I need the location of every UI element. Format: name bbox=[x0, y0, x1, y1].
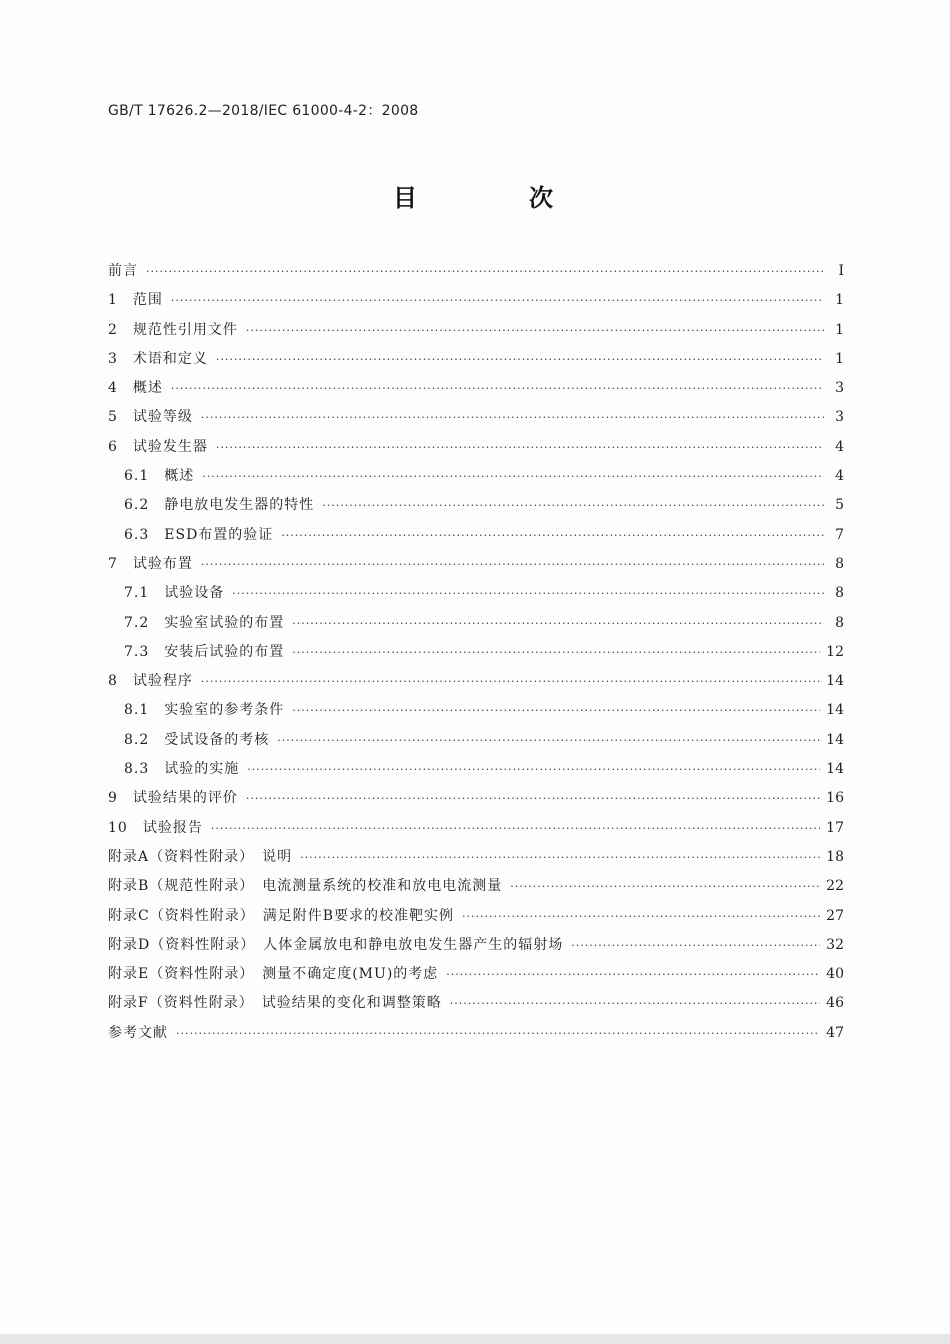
toc-entry[interactable] bbox=[108, 403, 844, 432]
toc-page-number: 12 bbox=[826, 643, 844, 660]
toc-entry[interactable] bbox=[108, 579, 844, 608]
toc-entry-label: 附录B（规范性附录） 电流测量系统的校准和放电电流测量 bbox=[108, 878, 503, 895]
toc-page-number: 3 bbox=[835, 409, 844, 426]
toc-dot-leader bbox=[292, 696, 820, 725]
toc-page-number: 3 bbox=[835, 380, 844, 397]
toc-dot-leader bbox=[211, 814, 820, 843]
toc-dot-leader bbox=[201, 403, 824, 432]
toc-entry-label: 8.2 受试设备的考核 bbox=[124, 731, 270, 748]
toc-page-number: 5 bbox=[835, 497, 844, 514]
page-bottom-edge bbox=[0, 1334, 950, 1344]
toc-entry[interactable] bbox=[108, 667, 844, 696]
page-title: 目 次 bbox=[393, 184, 597, 212]
toc-dot-leader bbox=[292, 638, 820, 667]
toc-entry[interactable] bbox=[108, 550, 844, 579]
toc-dot-leader bbox=[462, 902, 820, 931]
toc-page-number: 8 bbox=[835, 555, 844, 572]
toc-entry[interactable] bbox=[108, 696, 844, 725]
toc-entry-label: 9 试验结果的评价 bbox=[108, 790, 238, 807]
toc-dot-leader bbox=[216, 433, 824, 462]
toc-page-number: 18 bbox=[826, 848, 844, 865]
toc-page-number: 17 bbox=[826, 819, 844, 836]
toc-entry-label: 8.3 试验的实施 bbox=[124, 761, 240, 778]
toc-dot-leader bbox=[292, 609, 824, 638]
toc-page-number: 1 bbox=[835, 350, 844, 367]
toc-entry[interactable] bbox=[108, 257, 844, 286]
toc-entry-label: 前言 bbox=[108, 263, 138, 279]
toc-entry-label: 附录A（资料性附录） 说明 bbox=[108, 848, 293, 865]
toc-entry[interactable] bbox=[108, 1019, 844, 1048]
toc-entry[interactable] bbox=[108, 462, 844, 491]
toc-page-number: 27 bbox=[826, 907, 844, 924]
toc-page-number: 8 bbox=[835, 614, 844, 631]
toc-dot-leader bbox=[146, 257, 824, 286]
toc-entry[interactable] bbox=[108, 609, 844, 638]
toc-entry-label: 参考文献 bbox=[108, 1024, 168, 1041]
toc-entry[interactable] bbox=[108, 755, 844, 784]
toc-dot-leader bbox=[201, 550, 824, 579]
toc-dot-leader bbox=[246, 784, 820, 813]
toc-dot-leader bbox=[232, 579, 824, 608]
toc-entry[interactable] bbox=[108, 989, 844, 1018]
toc-entry[interactable] bbox=[108, 843, 844, 872]
toc-page-number: 47 bbox=[826, 1024, 844, 1041]
toc-entry[interactable] bbox=[108, 638, 844, 667]
toc-entry-label: 附录E（资料性附录） 测量不确定度(MU)的考虑 bbox=[108, 966, 439, 983]
toc-entry-label: 5 试验等级 bbox=[108, 409, 193, 426]
toc-entry-label: 7.2 实验室试验的布置 bbox=[124, 614, 285, 631]
toc-entry-label: 6.3 ESD布置的验证 bbox=[124, 526, 274, 543]
toc-entry-label: 6.1 概述 bbox=[124, 468, 195, 485]
toc-entry[interactable] bbox=[108, 374, 844, 403]
toc-entry[interactable] bbox=[108, 960, 844, 989]
toc-page-number: 46 bbox=[826, 995, 844, 1012]
toc-entry-label: 1 范围 bbox=[108, 292, 163, 309]
toc-entry[interactable] bbox=[108, 433, 844, 462]
toc-page-number: 7 bbox=[835, 526, 844, 543]
toc-dot-leader bbox=[176, 1019, 820, 1048]
toc-entry[interactable] bbox=[108, 345, 844, 374]
toc-dot-leader bbox=[171, 286, 824, 315]
toc-entry[interactable] bbox=[108, 491, 844, 520]
toc-page-number: Ⅰ bbox=[838, 263, 844, 279]
toc-page-number: 8 bbox=[835, 585, 844, 602]
toc-entry[interactable] bbox=[108, 521, 844, 550]
toc-entry[interactable] bbox=[108, 931, 844, 960]
toc-page-number: 14 bbox=[826, 673, 844, 690]
table-of-contents bbox=[108, 257, 844, 1048]
toc-entry[interactable] bbox=[108, 316, 844, 345]
toc-entry-label: 7 试验布置 bbox=[108, 555, 193, 572]
toc-page-number: 14 bbox=[826, 761, 844, 778]
toc-page-number: 22 bbox=[826, 878, 844, 895]
toc-dot-leader bbox=[202, 462, 824, 491]
toc-page-number: 1 bbox=[835, 321, 844, 338]
toc-page-number: 14 bbox=[826, 731, 844, 748]
toc-entry[interactable] bbox=[108, 726, 844, 755]
toc-dot-leader bbox=[300, 843, 820, 872]
toc-dot-leader bbox=[510, 872, 820, 901]
toc-entry[interactable] bbox=[108, 814, 844, 843]
toc-entry-label: 10 试验报告 bbox=[108, 819, 203, 836]
toc-entry[interactable] bbox=[108, 872, 844, 901]
toc-entry-label: 8 试验程序 bbox=[108, 673, 193, 690]
toc-entry-label: 3 术语和定义 bbox=[108, 350, 208, 367]
toc-dot-leader bbox=[322, 491, 824, 520]
toc-page-number: 4 bbox=[835, 438, 844, 455]
toc-entry-label: 6.2 静电放电发生器的特性 bbox=[124, 497, 315, 514]
toc-entry[interactable] bbox=[108, 902, 844, 931]
toc-entry-label: 附录D（资料性附录） 人体金属放电和静电放电发生器产生的辐射场 bbox=[108, 936, 564, 953]
toc-entry[interactable] bbox=[108, 286, 844, 315]
toc-entry-label: 8.1 实验室的参考条件 bbox=[124, 702, 285, 719]
toc-dot-leader bbox=[201, 667, 820, 696]
toc-entry-label: 附录F（资料性附录） 试验结果的变化和调整策略 bbox=[108, 995, 442, 1012]
toc-entry-label: 7.1 试验设备 bbox=[124, 585, 225, 602]
toc-entry[interactable] bbox=[108, 784, 844, 813]
toc-entry-label: 4 概述 bbox=[108, 380, 163, 397]
toc-dot-leader bbox=[246, 316, 824, 345]
toc-page-number: 40 bbox=[826, 966, 844, 983]
toc-dot-leader bbox=[450, 989, 820, 1018]
toc-dot-leader bbox=[216, 345, 824, 374]
standard-number-header: GB/T 17626.2—2018/IEC 61000-4-2：2008 bbox=[108, 103, 419, 119]
toc-dot-leader bbox=[281, 521, 824, 550]
toc-dot-leader bbox=[171, 374, 824, 403]
toc-page-number: 1 bbox=[835, 292, 844, 309]
toc-entry-label: 7.3 安装后试验的布置 bbox=[124, 643, 285, 660]
toc-dot-leader bbox=[277, 726, 820, 755]
toc-entry-label: 2 规范性引用文件 bbox=[108, 321, 238, 338]
toc-dot-leader bbox=[571, 931, 820, 960]
toc-entry-label: 附录C（资料性附录） 满足附件B要求的校准靶实例 bbox=[108, 907, 454, 924]
toc-page-number: 32 bbox=[826, 936, 844, 953]
toc-entry-label: 6 试验发生器 bbox=[108, 438, 208, 455]
toc-dot-leader bbox=[247, 755, 820, 784]
toc-page-number: 4 bbox=[835, 468, 844, 485]
toc-dot-leader bbox=[446, 960, 820, 989]
toc-page-number: 16 bbox=[826, 790, 844, 807]
toc-page-number: 14 bbox=[826, 702, 844, 719]
